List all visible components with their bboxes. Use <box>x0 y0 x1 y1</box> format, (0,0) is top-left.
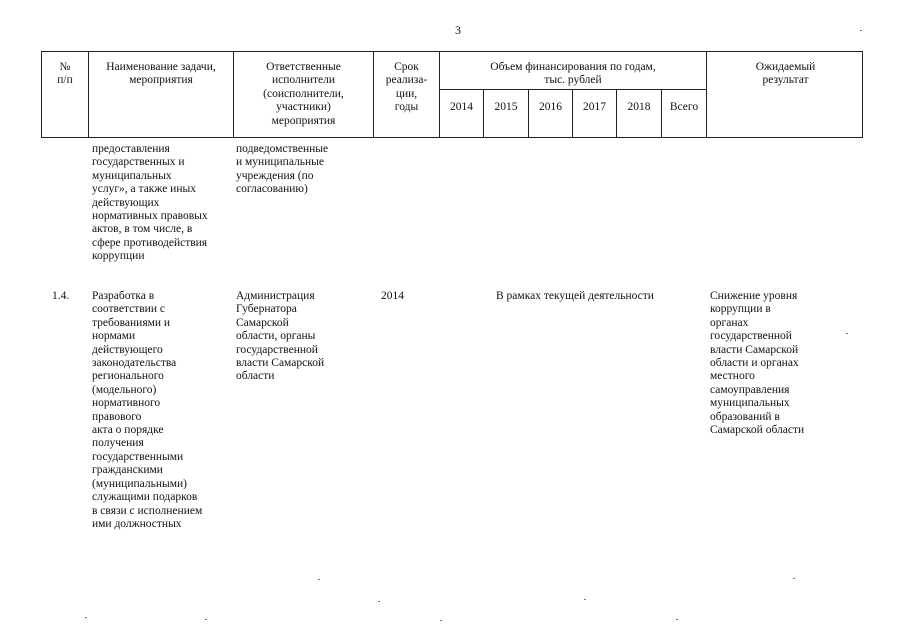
scan-speck <box>85 617 87 618</box>
header-financing: Объем финансирования по годам, тыс. рублей <box>490 61 656 87</box>
header-total: Всего <box>669 101 699 113</box>
header-num: № п/п <box>57 61 73 87</box>
scan-speck <box>318 579 320 580</box>
header-year: 2016 <box>539 101 562 113</box>
scan-speck <box>676 619 678 620</box>
header-year: 2017 <box>583 101 606 113</box>
header-year: 2015 <box>494 101 518 113</box>
header-result: Ожидаемый результат <box>755 61 816 87</box>
scan-speck <box>584 599 586 600</box>
row-number: 1.4. <box>52 290 70 302</box>
row-responsible: Администрация Губернатора Самарской области, органы государственной власти Самарской области <box>236 290 325 383</box>
scan-speck <box>860 30 862 31</box>
header-year: 2018 <box>627 101 651 113</box>
continued-row-name: предоставления государственных и муниципальных услуг», а также иных действующих нормативных правовых актов, в том числе, в сфере противодействия коррупции <box>92 143 208 263</box>
scan-speck <box>440 620 442 621</box>
row-financing: В рамках текущей деятельности <box>496 290 654 302</box>
scan-speck <box>205 619 207 620</box>
header-name: Наименование задачи, мероприятия <box>106 61 216 87</box>
scan-speck <box>846 333 848 334</box>
table-header <box>41 51 863 138</box>
page-number: 3 <box>455 23 461 37</box>
scan-speck <box>378 601 380 602</box>
row-result: Снижение уровня коррупции в органах государственной власти Самарской области и органах местного самоуправления муниципальных образований в Самарской области <box>710 290 805 437</box>
header-responsible: Ответственные исполнители (соисполнители, участники) мероприятия <box>263 61 344 127</box>
continued-row-responsible: подведомственные и муниципальные учреждения (по согласованию) <box>236 143 329 196</box>
header-year: 2014 <box>450 101 473 113</box>
row-name: Разработка в соответствии с требованиями и нормами действующего законодательства регионального (модельного) нормативного правового акта о порядке получения государственными гражданскими (муниципальными) служащими подарков в связи с исполнением ими должностных <box>92 290 203 530</box>
scan-speck <box>793 578 795 579</box>
row-term: 2014 <box>381 290 404 302</box>
header-term: Срок реализа- ции, годы <box>385 61 428 114</box>
